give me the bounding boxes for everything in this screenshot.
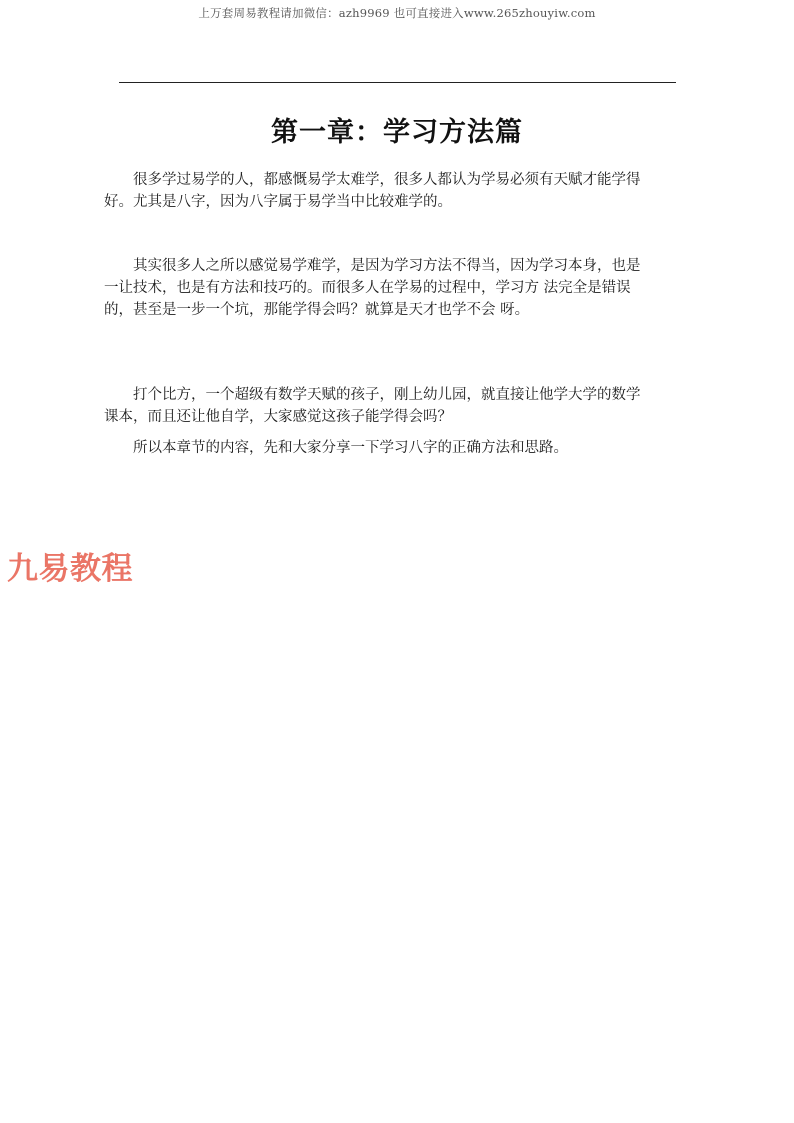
page-header-banner: 上万套周易教程请加微信：azh9969 也可直接进入www.265zhouyiw.com <box>198 6 596 20</box>
paragraph-4 <box>104 437 652 459</box>
paragraph-text: 打个比方，一个超级有数学天赋的孩子，刚上幼儿园，就直接让他学大学的数学课本，而且还让他自学，大家感觉这孩子能学得会吗？ <box>104 387 641 425</box>
paragraph-text: 所以本章节的内容，先和大家分享一下学习八字的正确方法和思路。 <box>133 440 568 456</box>
chapter-title: 第一章：学习方法篇 <box>271 117 523 148</box>
paragraph-2 <box>104 255 652 321</box>
paragraph-text: 其实很多人之所以感觉易学难学，是因为学习方法不得当，因为学习本身，也是一让技术，也是有方法和技巧的。而很多人在学易的过程中，学习方 法完全是错误的，甚至是一步一个坑，那能学得会吗？就算是天才也学不会 呀。 <box>104 258 641 318</box>
paragraph-text: 很多学过易学的人，都感慨易学太难学，很多人都认为学易必须有天赋才能学得好。尤其是八字，因为八字属于易学当中比较难学的。 <box>104 172 641 210</box>
paragraph-3 <box>104 384 652 428</box>
header-divider <box>119 82 676 83</box>
paragraph-1 <box>104 169 652 213</box>
watermark-logo-text: 九易教程 <box>7 551 133 587</box>
